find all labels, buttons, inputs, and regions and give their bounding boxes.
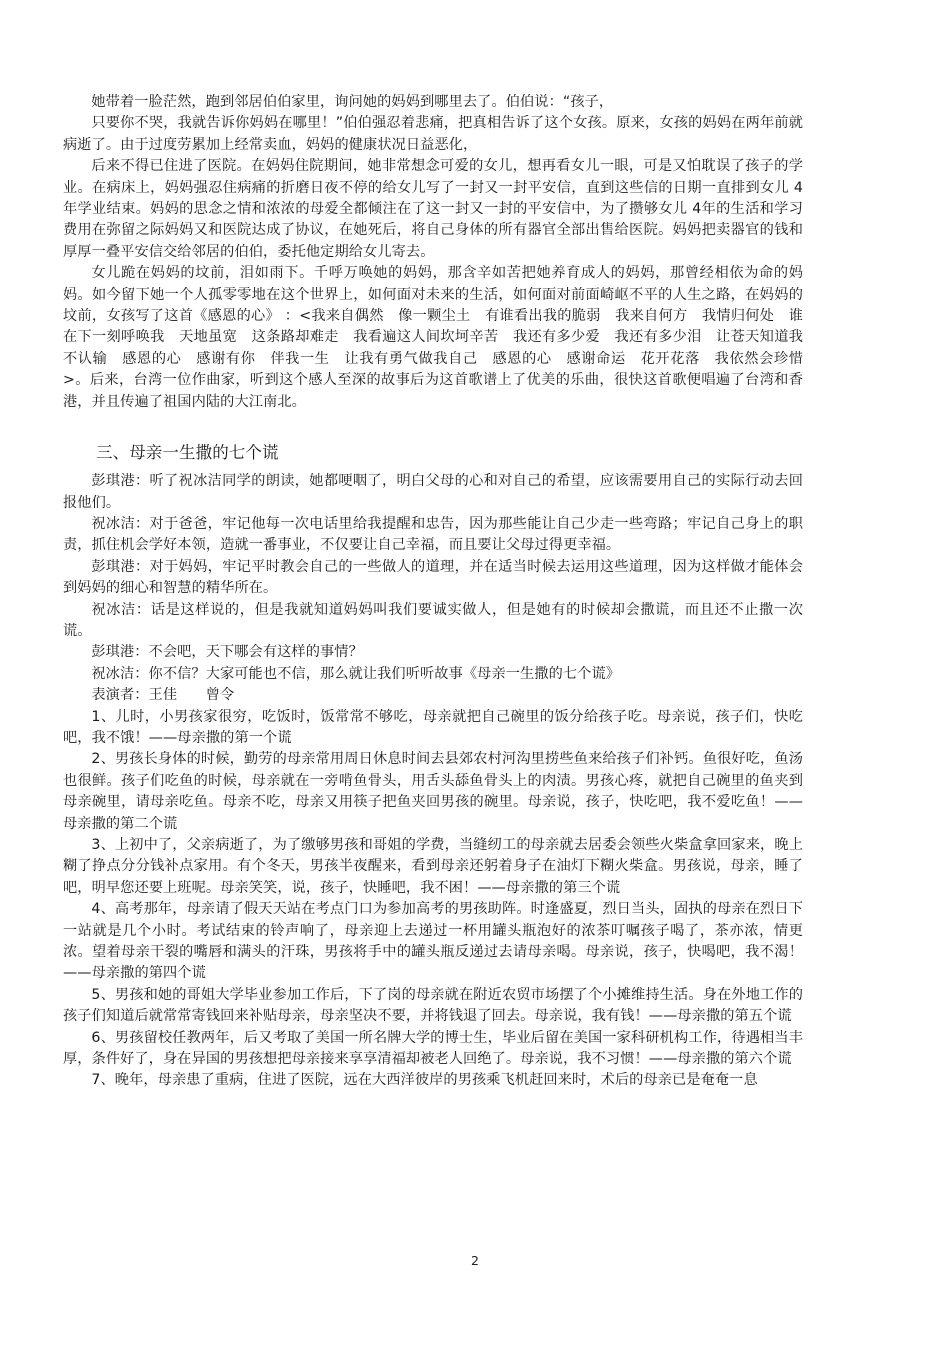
body-text: [63, 92, 803, 1092]
page-number: 2: [471, 1253, 479, 1268]
performers-line: 表演者：王佳 曾令: [91, 687, 235, 704]
paragraph: 只要你不哭，我就告诉你妈妈在哪里！”伯伯强忍着悲痛，把真相告诉了这个女孩。原来，女孩的妈妈在两年前就病逝了。由于过度劳累加上经常卖血，妈妈的健康状况日益恶化，: [63, 115, 803, 153]
paragraph: 彭琪港：听了祝冰洁同学的朗读，她都哽咽了，明白父母的心和对自己的希望，应该需要用自己的实际行动去回报他们。: [63, 473, 803, 511]
paragraph: 祝冰洁：你不信？大家可能也不信，那么就让我们听听故事《母亲一生撒的七个谎》: [91, 665, 621, 682]
lie-item: 3、上初中了，父亲病逝了，为了缴够男孩和哥姐的学费，当缝纫工的母亲就去居委会领些火柴盒拿回家来，晚上糊了挣点分分钱补点家用。有个冬天，男孩半夜醒来，看到母亲还躬着身子在油灯下糊火柴盒。男孩说，母亲，睡了吧，明早您还要上班呢。母亲笑笑，说，孩子，快睡吧，我不困！——母亲撒的第三个谎: [63, 837, 803, 896]
lie-item: 1、儿时，小男孩家很穷，吃饭时，饭常常不够吃，母亲就把自己碗里的饭分给孩子吃。母亲说，孩子们，快吃吧，我不饿！——母亲撒的第一个谎: [63, 708, 803, 746]
paragraph: 她带着一脸茫然，跑到邻居伯伯家里，询问她的妈妈到哪里去了。伯伯说：“孩子，: [91, 94, 614, 110]
paragraph: 后来不得已住进了医院。在妈妈住院期间，她非常想念可爱的女儿，想再看女儿一眼，可是又怕耽误了孩子的学业。在病床上，妈妈强忍住病痛的折磨日夜不停的给女儿写了一封又一封平安信，直到这些信的日期一直排到女儿 4年学业结束。妈妈的思念之情和浓浓的母爱全都倾注在了这一封又一封的平安信中，为了攒够女儿 4年的生活和学习费用在弥留之际妈妈又和医院达成了协议，在她死后，将自己身体的所有器官全部出售给医院。妈妈把卖器官的钱和厚厚一叠平安信交给邻居的伯伯，委托他定期给女儿寄去。: [63, 158, 803, 260]
paragraph: 女儿跪在妈妈的坟前，泪如雨下。千呼万唤她的妈妈，那含辛如苦把她养育成人的妈妈，那曾经相依为命的妈妈。如今留下她一个人孤零零地在这个世界上，如何面对未来的生活，如何面对前面崎岖不平的人生之路，在妈妈的坟前，女孩写了这首《感恩的心》 ：<我来自偶然 像一颗尘土 有谁看出我的脆弱 我来自何方 我情归何处 谁在下一刻呼唤我 天地虽宽 这条路却难走 我看遍这人间坎坷辛苦 我还有多少爱 我还有多少泪 让苍天知道我不认输 感恩的心 感谢有你 伴我一生 让我有勇气做我自己 感恩的心 感谢命运 花开花落 我依然会珍惜 >。后来，台湾一位作曲家，听到这个感人至深的故事后为这首歌谱上了优美的乐曲，很快这首歌便唱遍了台湾和香港，并且传遍了祖国内陆的大江南北。: [63, 265, 803, 410]
lie-item: 6、男孩留校任教两年，后又考取了美国一所名牌大学的博士生，毕业后留在美国一家科研机构工作，待遇相当丰厚，条件好了，身在异国的男孩想把母亲接来享享清福却被老人回绝了。母亲说，我不习惯！——母亲撒的第六个谎: [63, 1029, 803, 1068]
paragraph: 祝冰洁：话是这样说的，但是我就知道妈妈叫我们要诚实做人，但是她有的时候却会撒谎，而且还不止撒一次谎。: [63, 601, 803, 639]
lie-item: 2、男孩长身体的时候，勤劳的母亲常用周日休息时间去县郊农村河沟里捞些鱼来给孩子们补钙。鱼很好吃，鱼汤也很鲜。孩子们吃鱼的时候，母亲就在一旁啃鱼骨头，用舌头舔鱼骨头上的肉渍。男孩心疼，就把自己碗里的鱼夹到母亲碗里，请母亲吃鱼。母亲不吃，母亲又用筷子把鱼夹回男孩的碗里。母亲说，孩子，快吃吧，我不爱吃鱼！——母亲撒的第二个谎: [63, 751, 803, 832]
section-heading: 三、母亲一生撒的七个谎: [96, 443, 279, 463]
lie-item: 5、男孩和她的哥姐大学毕业参加工作后，下了岗的母亲就在附近农贸市场摆了个小摊维持生活。身在外地工作的孩子们知道后就常常寄钱回来补贴母亲，母亲坚决不要，并将钱退了回去。母亲说，我有钱！——母亲撒的第五个谎: [63, 986, 803, 1025]
lie-item: 7、晚年，母亲患了重病，住进了医院，远在大西洋彼岸的男孩乘飞机赶回来时，术后的母亲已是奄奄一息: [91, 1072, 758, 1089]
paragraph: 祝冰洁：对于爸爸，牢记他每一次电话里给我提醒和忠告，因为那些能让自己少走一些弯路；牢记自己身上的职责，抓住机会学好本领，造就一番事业，不仅要让自己幸福，而且要让父母过得更幸福。: [63, 515, 803, 554]
paragraph: 彭琪港：对于妈妈，牢记平时教会自己的一些做人的道理，并在适当时候去运用这些道理，因为这样做才能体会到妈妈的细心和智慧的精华所在。: [63, 558, 803, 597]
paragraph: 彭琪港：不会吧，天下哪会有这样的事情？: [91, 644, 363, 661]
lie-item: 4、高考那年，母亲请了假天天站在考点门口为参加高考的男孩助阵。时逢盛夏，烈日当头，固执的母亲在烈日下一站就是几个小时。考试结束的铃声响了，母亲迎上去递过一杯用罐头瓶泡好的浓茶叮嘱孩子喝了，茶亦浓，情更浓。望着母亲干裂的嘴唇和满头的汗珠，男孩将手中的罐头瓶反递过去请母亲喝。母亲说，孩子，快喝吧，我不渴！——母亲撒的第四个谎: [63, 901, 803, 982]
